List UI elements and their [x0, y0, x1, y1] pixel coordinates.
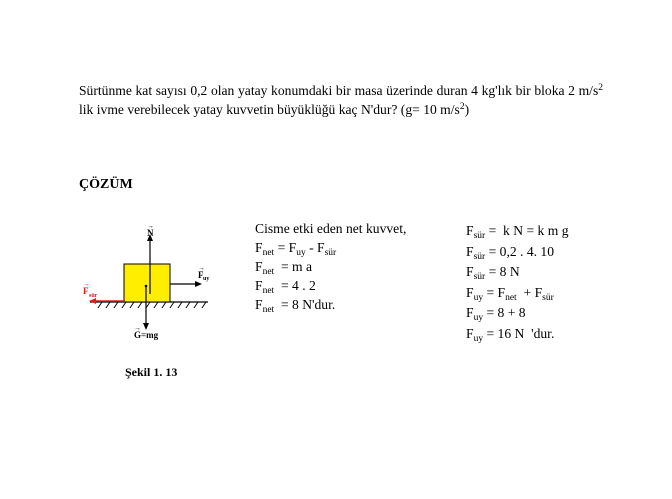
eq-rhs: = F [483, 284, 506, 300]
eq-lhs: F [466, 264, 474, 279]
eq-lhs: F [255, 259, 263, 274]
diagram-svg [80, 222, 240, 347]
eq-rhs: = F [274, 240, 297, 255]
equation-line [255, 257, 455, 276]
equation-line [466, 262, 666, 283]
eq-rhs: = 8 N'dur. [274, 297, 336, 312]
eq-lhs: F [466, 305, 474, 320]
table-hatching [98, 302, 206, 308]
solution-heading: ÇÖZÜM [79, 177, 133, 192]
question-sup-1: 2 [598, 83, 603, 93]
eq-rhs: = 0,2 . 4. 10 [485, 243, 555, 259]
friction-force-label: F [83, 286, 89, 296]
solution-left-column [255, 219, 455, 314]
solution-intro: Cisme etki eden net kuvvet, [255, 221, 407, 236]
eq-lhs: F [466, 243, 474, 259]
eq-rhs: = 8 + 8 [483, 305, 526, 320]
normal-force-label: N [147, 228, 154, 238]
eq-sub: net [262, 248, 275, 258]
equation-line [255, 295, 455, 314]
friction-force-vector-mark: → [83, 280, 90, 288]
eq-sub: net [262, 286, 275, 296]
friction-force-sub-label: sür [89, 293, 98, 299]
eq-rhs: = k N = k m g [485, 223, 569, 238]
eq-lhs: F [466, 284, 474, 300]
eq-sub3: sür [542, 292, 554, 303]
equation-line [466, 303, 666, 324]
eq-sub: sür [473, 251, 486, 262]
eq-rhs2: + F [516, 284, 543, 300]
equation-line [466, 221, 666, 242]
eq-rhs: = 4 . 2 [274, 278, 316, 293]
eq-lhs: F [255, 278, 263, 293]
eq-sub: net [262, 267, 275, 277]
eq-sub2: uy [296, 248, 306, 258]
question-part-1: Sürtünme kat sayısı 0,2 olan yatay konumdaki bir masa üzerinde duran 4 kg'lık bir bloka 2 m/s [79, 83, 599, 98]
eq-lhs: F [255, 240, 263, 255]
eq-lhs: F [466, 325, 474, 341]
equation-line [466, 242, 666, 263]
eq-rhs2: - F [305, 240, 325, 255]
applied-force-label: F [198, 270, 204, 280]
equation-line [255, 238, 455, 257]
eq-sub: sür [473, 272, 486, 282]
applied-force-vector-mark: → [198, 264, 205, 272]
eq-sub3: sür [324, 248, 337, 258]
eq-sub: sür [473, 231, 486, 241]
eq-sub: uy [473, 313, 484, 323]
eq-sub: uy [473, 333, 484, 344]
eq-sub2: net [505, 292, 517, 303]
equation-line [466, 283, 666, 304]
eq-rhs: = m a [274, 259, 313, 274]
normal-force-vector-mark: → [147, 222, 154, 230]
question-part-3: ) [464, 102, 470, 117]
solution-right-column [466, 221, 666, 344]
eq-rhs: = 8 N [485, 264, 520, 279]
eq-sub: net [262, 305, 275, 315]
question-sup-2: 2 [459, 102, 465, 112]
weight-label: G=mg [134, 330, 159, 340]
applied-force-sub-label: uy [203, 276, 210, 282]
equation-line [255, 276, 455, 295]
eq-lhs: F [466, 223, 474, 238]
eq-lhs: F [255, 297, 263, 312]
eq-sub: uy [473, 292, 484, 303]
applied-force-arrowhead [195, 281, 202, 287]
weight-vector-mark: → [134, 324, 141, 332]
equation-line [466, 324, 666, 345]
free-body-diagram [80, 222, 240, 347]
figure-caption: Şekil 1. 13 [125, 365, 178, 379]
question-part-2: lik ivme verebilecek yatay kuvvetin büyüklüğü kaç N'dur? (g= 10 m/s [79, 102, 460, 117]
weight-arrowhead [143, 323, 149, 330]
block [124, 264, 170, 302]
question-text [79, 81, 603, 119]
eq-rhs: = 16 N 'dur. [483, 325, 555, 341]
